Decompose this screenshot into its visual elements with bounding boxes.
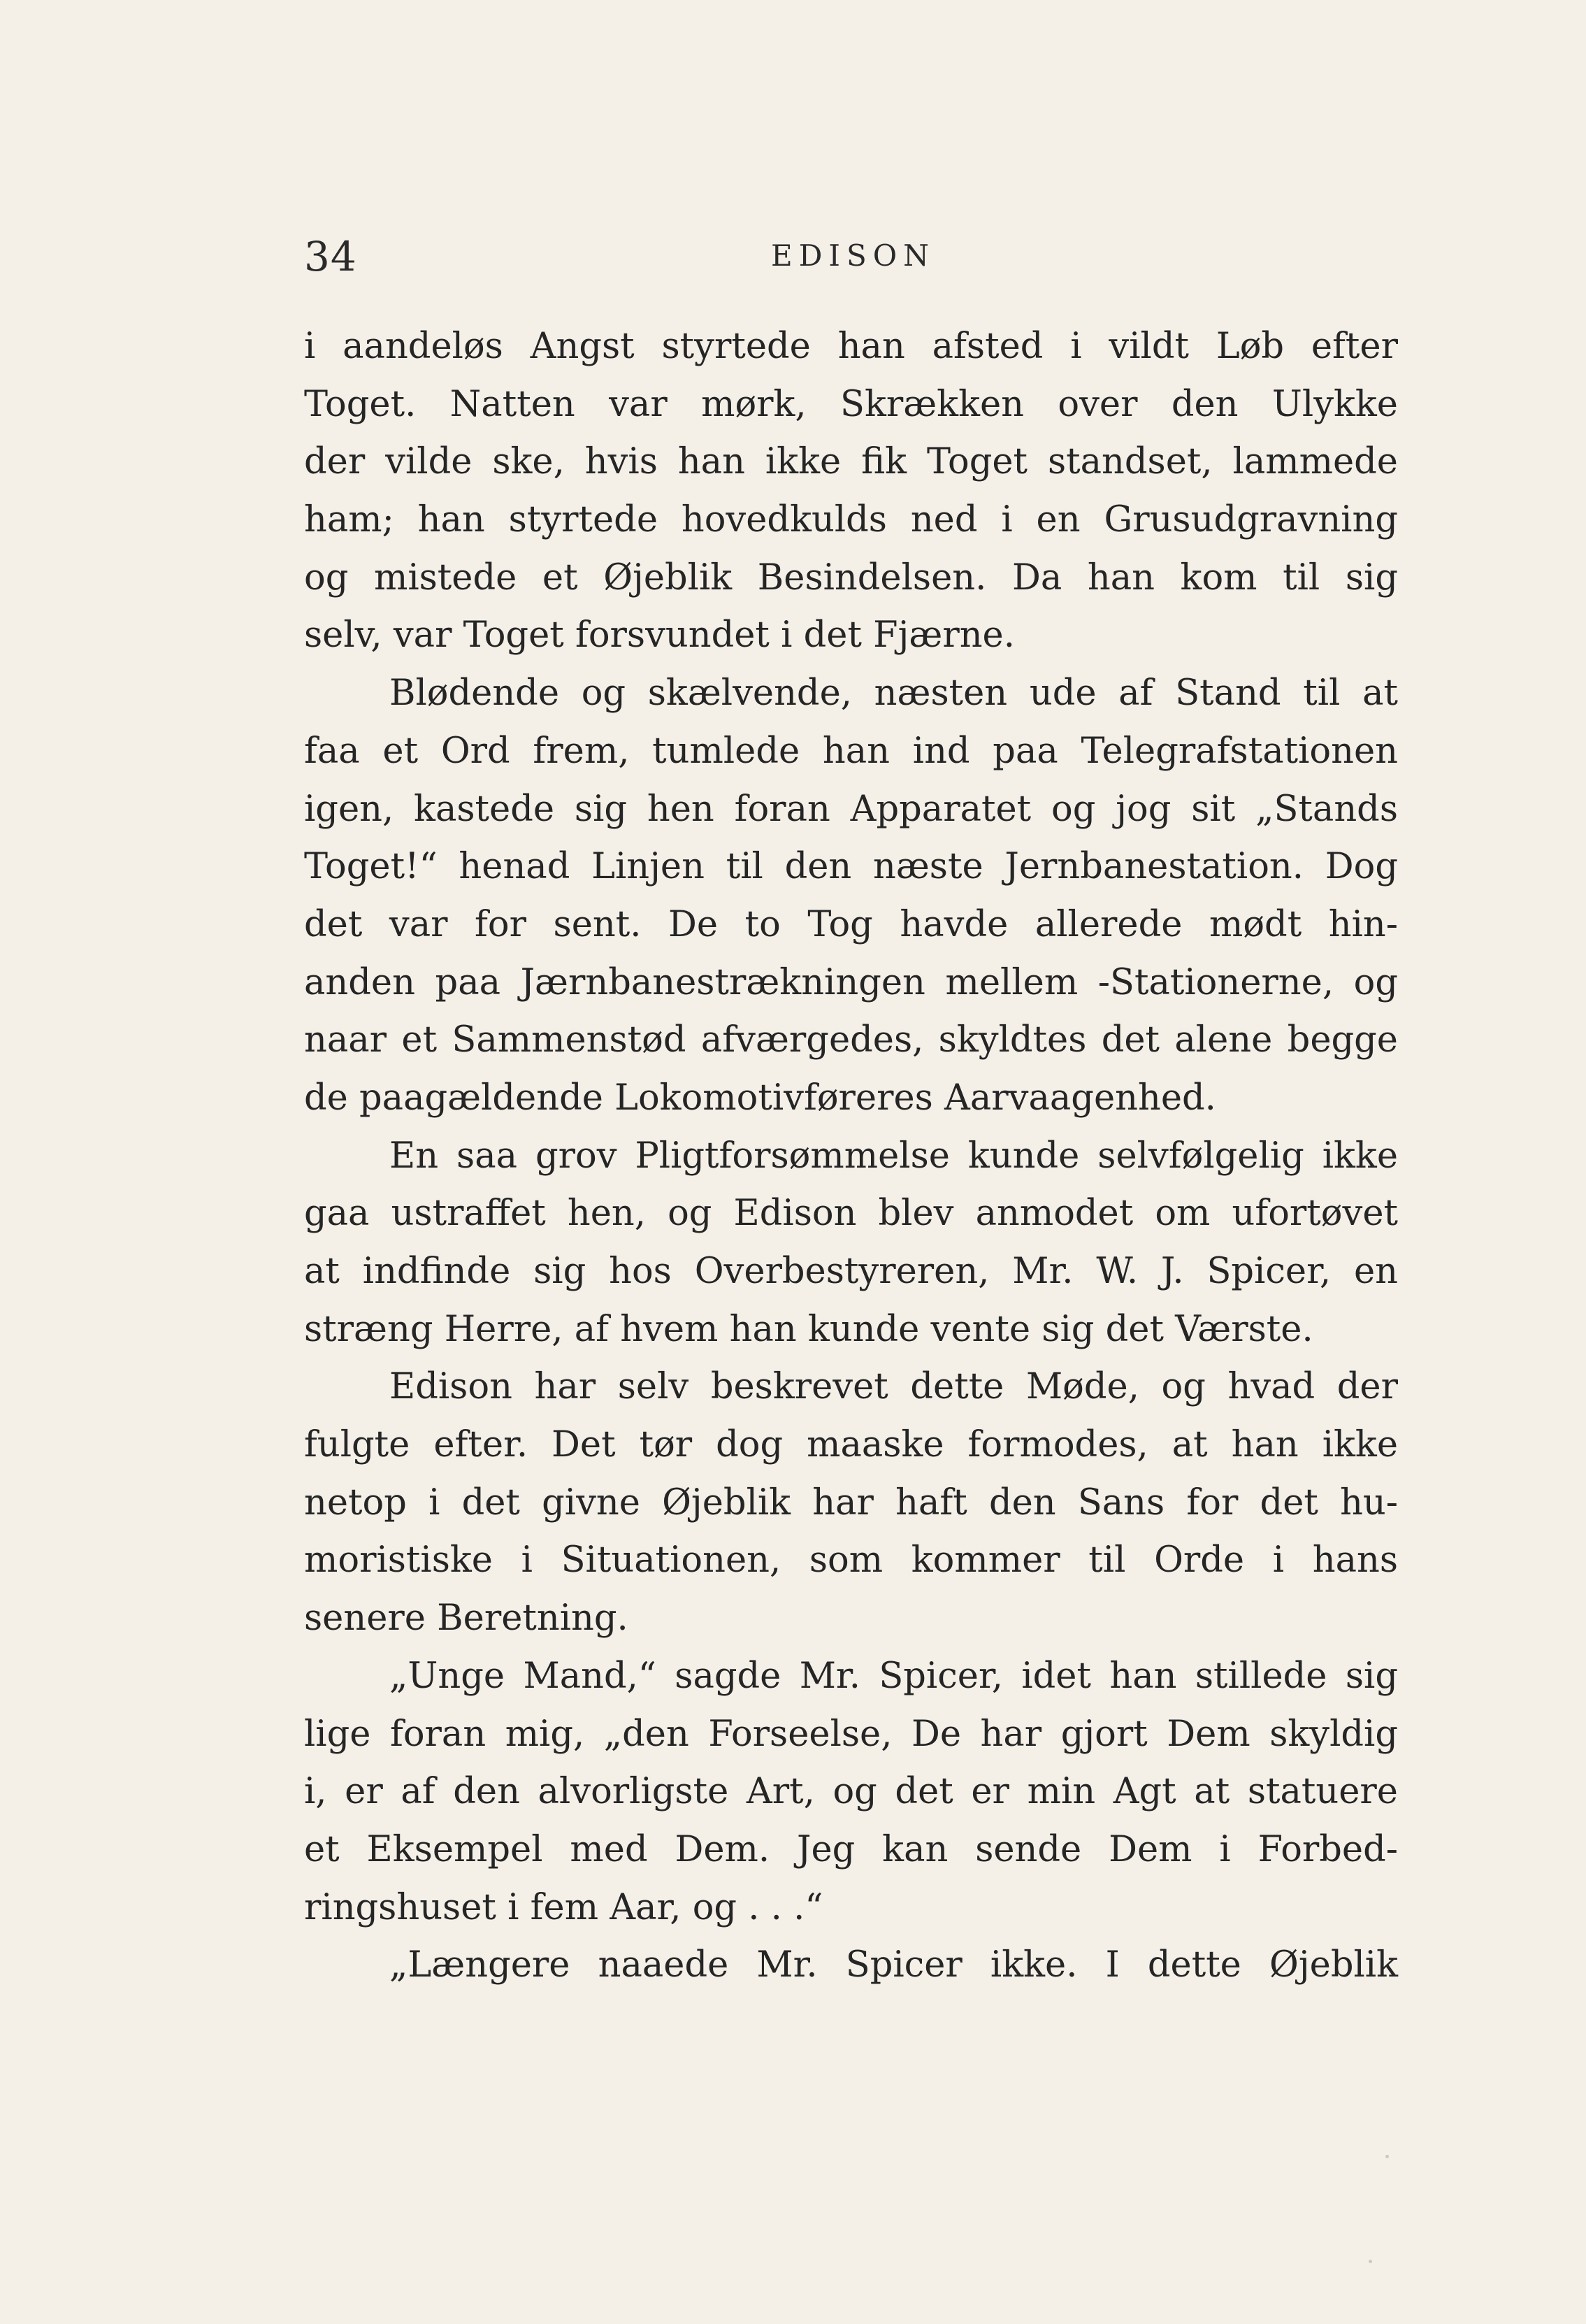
page-header (304, 224, 1402, 287)
text-line: En saa grov Pligtforsømmelse kunde selvfølgelig ikke (389, 1135, 1398, 1177)
body-text (304, 318, 1398, 1995)
text-line: anden paa Jærnbanestrækningen mellem -Stationerne, og (304, 961, 1398, 1003)
text-line: selv, var Toget forsvundet i det Fjærne. (304, 615, 1015, 657)
text-line: „Længere naaede Mr. Spicer ikke. I dette Øjeblik (389, 1944, 1398, 1986)
text-line: lige foran mig, „den Forseelse, De har gjort Dem skyldig (304, 1713, 1398, 1755)
text-line: „Unge Mand,“ sagde Mr. Spicer, idet han stillede sig (389, 1655, 1398, 1697)
text-line: det var for sent. De to Tog havde allerede mødt hin- (304, 903, 1398, 945)
text-line: Toget. Natten var mørk, Skrækken over den Ulykke (304, 383, 1398, 425)
running-head: EDISON (771, 238, 935, 273)
text-line: senere Beretning. (304, 1598, 628, 1640)
text-line: ham; han styrtede hovedkulds ned i en Grusudgravning (304, 499, 1398, 541)
text-line: og mistede et Øjeblik Besindelsen. Da han kom til sig (304, 557, 1398, 598)
text-line: stræng Herre, af hvem han kunde vente sig det Værste. (304, 1308, 1313, 1350)
text-line: ringshuset i fem Aar, og . . .“ (304, 1886, 823, 1928)
text-line: de paagældende Lokomotivføreres Aarvaagenhed. (304, 1077, 1216, 1119)
text-line: faa et Ord frem, tumlede han ind paa Telegrafstationen (304, 730, 1398, 772)
text-line: et Eksempel med Dem. Jeg kan sende Dem i Forbed- (304, 1828, 1398, 1870)
text-line: der vilde ske, hvis han ikke fik Toget standset, lammede (304, 441, 1398, 483)
text-line: i, er af den alvorligste Art, og det er min Agt at statuere (304, 1771, 1398, 1813)
text-line: Edison har selv beskrevet dette Møde, og hvad der (389, 1366, 1398, 1408)
text-line: Toget!“ henad Linjen til den næste Jernbanestation. Dog (304, 846, 1398, 888)
text-line: igen, kastede sig hen foran Apparatet og jog sit „Stands (304, 788, 1398, 830)
paper-speck (1385, 2155, 1389, 2158)
page-number: 34 (304, 233, 357, 280)
text-line: naar et Sammenstød afværgedes, skyldtes det alene begge (304, 1019, 1398, 1061)
text-line: at indfinde sig hos Overbestyreren, Mr. W. J. Spicer, en (304, 1251, 1398, 1292)
text-line: moristiske i Situationen, som kommer til Orde i hans (304, 1540, 1398, 1581)
text-line: Blødende og skælvende, næsten ude af Stand til at (389, 673, 1398, 715)
text-line: gaa ustraffet hen, og Edison blev anmodet om ufortøvet (304, 1193, 1398, 1235)
text-line: netop i det givne Øjeblik har haft den Sans for det hu- (304, 1482, 1398, 1523)
text-line: i aandeløs Angst styrtede han afsted i vildt Løb efter (304, 326, 1398, 367)
text-line: fulgte efter. Det tør dog maaske formodes, at han ikke (304, 1424, 1398, 1466)
paper-speck (1369, 2260, 1372, 2263)
